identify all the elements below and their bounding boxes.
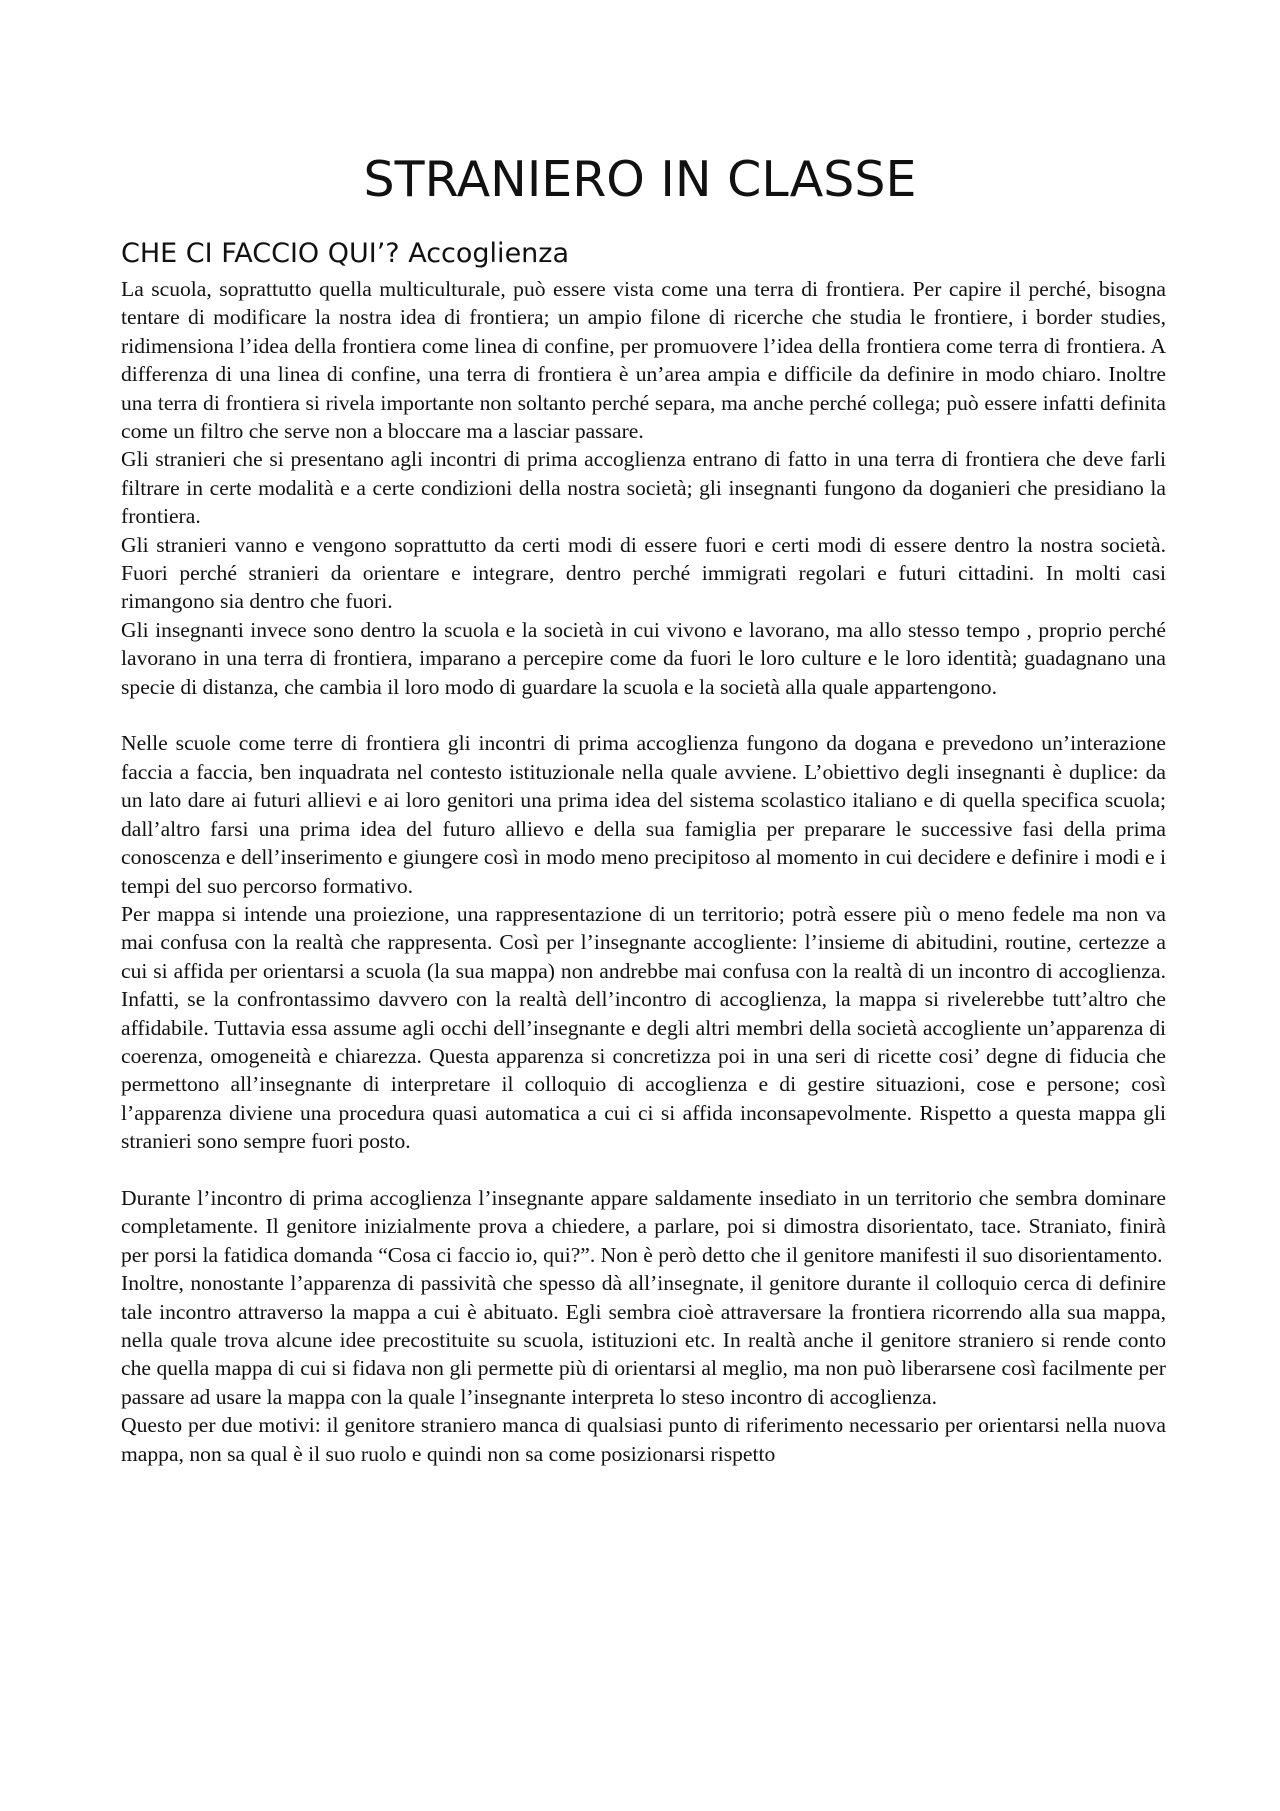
paragraph: Inoltre, nonostante l’apparenza di passività che spesso dà all’insegnate, il genitore durante il colloquio cerca di definire tale incontro attraverso la mappa a cui è abituato. Egli sembra cioè attraversare la frontiera ricorrendo alla sua mappa, nella quale trova alcune idee precostituite su scuola, istituzioni etc. In realtà anche il genitore straniero si rende conto che quella mappa di cui si fidava non gli permette più di orientarsi al meglio, ma non può liberarsene così facilmente per passare ad usare la mappa con la quale l’insegnante interpreta lo steso incontro di accoglienza. <box>121 1271 1166 1409</box>
paragraph: Questo per due motivi: il genitore straniero manca di qualsiasi punto di riferimento necessario per orientarsi nella nuova mappa, non sa qual è il suo ruolo e quindi non sa come posizionarsi rispetto <box>121 1413 1166 1466</box>
paragraph: Gli stranieri vanno e vengono soprattutto da certi modi di essere fuori e certi modi di essere dentro la nostra società. Fuori perché stranieri da orientare e integrare, dentro perché immigrati regolari e futuri cittadini. In molti casi rimangono sia dentro che fuori. <box>121 532 1166 614</box>
paragraph: Durante l’incontro di prima accoglienza l’insegnante appare saldamente insediato in un territorio che sembra dominare completamente. Il genitore inizialmente prova a chiedere, a parlare, poi si dimostra disorientato, tace. Straniato, finirà per porsi la fatidica domanda “Cosa ci faccio io, qui?”. Non è però detto che il genitore manifesti il suo disorientamento. <box>121 1185 1166 1267</box>
paragraph: Nelle scuole come terre di frontiera gli incontri di prima accoglienza fungono da dogana e prevedono un’interazione faccia a faccia, ben inquadrata nel contesto istituzionale nella quale avviene. L’obiettivo degli insegnanti è duplice: da un lato dare ai futuri allievi e ai loro genitori una prima idea del sistema scolastico italiano e di quella specifica scuola; dall’altro farsi una prima idea del futuro allievo e della sua famiglia per preparare le successive fasi della prima conoscenza e dell’inserimento e giungere così in modo meno precipitoso al momento in cui decidere e definire i modi e i tempi del suo percorso formativo. <box>121 731 1166 898</box>
section-heading: CHE CI FACCIO QUI’? Accoglienza <box>121 238 570 269</box>
paragraph: Per mappa si intende una proiezione, una rappresentazione di un territorio; potrà essere più o meno fedele ma non va mai confusa con la realtà che rappresenta. Così per l’insegnante accogliente: l’insieme di abitudini, routine, certezze a cui si affida per orientarsi a scuola (la sua mappa) non andrebbe mai confusa con la realtà di un incontro di accoglienza. Infatti, se la confrontassimo davvero con la realtà dell’incontro di accoglienza, la mappa si rivelerebbe tutt’altro che affidabile. Tuttavia essa assume agli occhi dell’insegnante e degli altri membri della società accogliente un’apparenza di coerenza, omogeneità e chiarezza. Questa apparenza si concretizza poi in una seri di ricette cosi’ degne di fiducia che permettono all’insegnante di interpretare il colloquio di accoglienza e di gestire situazioni, cose e persone; così l’apparenza diviene una procedura quasi automatica a cui ci si affida inconsapevolmente. Rispetto a questa mappa gli stranieri sono sempre fuori posto. <box>121 901 1166 1154</box>
body-text <box>121 275 1166 1468</box>
paragraph: Gli insegnanti invece sono dentro la scuola e la società in cui vivono e lavorano, ma allo stesso tempo , proprio perché lavorano in una terra di frontiera, imparano a percepire come da fuori le loro culture e le loro identità; guadagnano una specie di distanza, che cambia il loro modo di guardare la scuola e la società alla quale appartengono. <box>121 617 1166 699</box>
paragraph: La scuola, soprattutto quella multiculturale, può essere vista come una terra di frontiera. Per capire il perché, bisogna tentare di modificare la nostra idea di frontiera; un ampio filone di ricerche che studia le frontiere, i border studies, ridimensiona l’idea della frontiera come linea di confine, per promuovere l’idea della frontiera come terra di frontiera. A differenza di una linea di confine, una terra di frontiera è un’area ampia e difficile da definire in modo chiaro. Inoltre una terra di frontiera si rivela importante non soltanto perché separa, ma anche perché collega; può essere infatti definita come un filtro che serve non a bloccare ma a lasciar passare. <box>121 277 1166 444</box>
document-title: STRANIERO IN CLASSE <box>363 151 917 208</box>
paragraph: Gli stranieri che si presentano agli incontri di prima accoglienza entrano di fatto in una terra di frontiera che deve farli filtrare in certe modalità e a certe condizioni della nostra società; gli insegnanti fungono da doganieri che presidiano la frontiera. <box>121 447 1166 529</box>
